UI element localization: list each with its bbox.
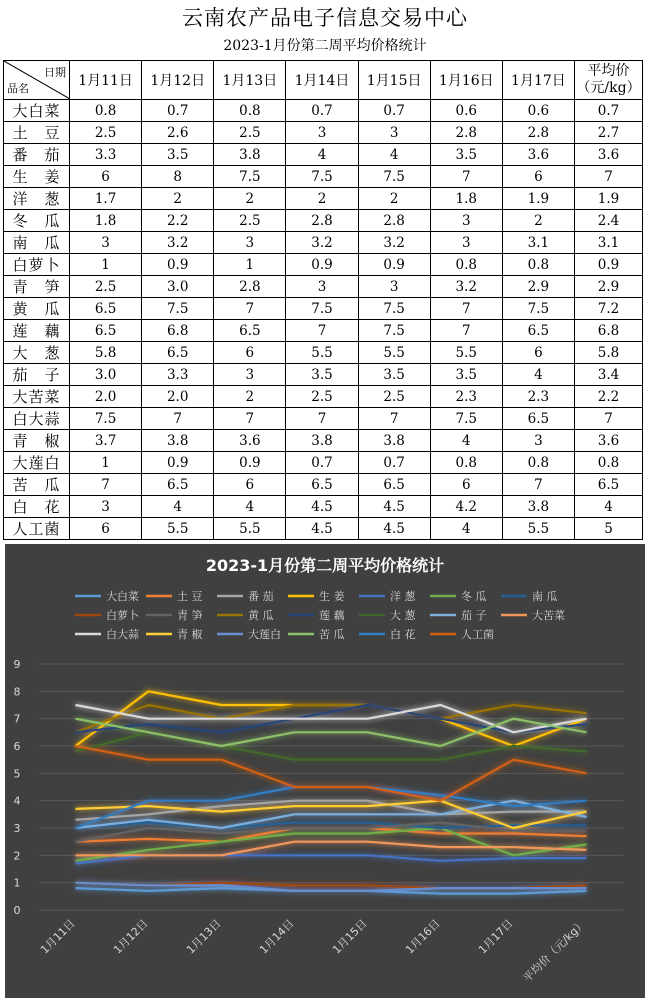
y-tick-label: 0 xyxy=(13,904,21,917)
price-cell: 3 xyxy=(70,496,142,518)
price-cell: 4.5 xyxy=(358,496,430,518)
price-cell: 7.5 xyxy=(430,408,502,430)
price-cell: 8 xyxy=(142,166,214,188)
average-price-cell: 2.7 xyxy=(575,122,643,144)
price-cell: 3.2 xyxy=(142,232,214,254)
price-cell: 7 xyxy=(286,320,358,342)
legend-label: 青 笋 xyxy=(177,609,203,622)
price-cell: 6.5 xyxy=(70,320,142,342)
average-price-cell: 6.8 xyxy=(575,320,643,342)
price-cell: 3.0 xyxy=(70,364,142,386)
x-tick-label: 平均价（元/kg） xyxy=(520,916,589,985)
price-cell: 0.6 xyxy=(502,100,574,122)
x-tick-label: 1月12日 xyxy=(111,916,151,957)
price-cell: 6.5 xyxy=(142,474,214,496)
price-cell: 2.8 xyxy=(358,210,430,232)
average-price-cell: 1.9 xyxy=(575,188,643,210)
price-cell: 6.5 xyxy=(286,474,358,496)
price-cell: 2.9 xyxy=(502,276,574,298)
table-row xyxy=(4,496,643,518)
price-cell: 7.5 xyxy=(358,166,430,188)
price-cell: 2.2 xyxy=(142,210,214,232)
product-name-cell: 白大蒜 xyxy=(4,408,70,430)
price-cell: 0.7 xyxy=(358,100,430,122)
price-cell: 0.9 xyxy=(142,254,214,276)
price-cell: 4 xyxy=(358,144,430,166)
product-name-cell: 白萝卜 xyxy=(4,254,70,276)
price-cell: 4 xyxy=(286,144,358,166)
product-name-cell: 莲 藕 xyxy=(4,320,70,342)
price-cell: 3 xyxy=(430,210,502,232)
price-cell: 2.3 xyxy=(502,386,574,408)
price-cell: 6.5 xyxy=(502,408,574,430)
price-cell: 2.5 xyxy=(70,276,142,298)
legend-label: 大苦菜 xyxy=(532,609,565,622)
price-cell: 5.5 xyxy=(286,342,358,364)
price-cell: 2.6 xyxy=(142,122,214,144)
product-name-cell: 大白菜 xyxy=(4,100,70,122)
table-row xyxy=(4,298,643,320)
legend-label: 土 豆 xyxy=(177,590,203,603)
price-cell: 3.2 xyxy=(286,232,358,254)
price-cell: 7 xyxy=(286,408,358,430)
price-table-header xyxy=(4,61,643,100)
price-cell: 7 xyxy=(142,408,214,430)
product-name-cell: 大 葱 xyxy=(4,342,70,364)
price-cell: 3.8 xyxy=(502,496,574,518)
page-title: 云南农产品电子信息交易中心 xyxy=(182,6,468,30)
legend-label: 大莲白 xyxy=(248,628,281,641)
price-cell: 7.5 xyxy=(70,408,142,430)
price-cell: 7 xyxy=(502,474,574,496)
average-price-cell: 3.6 xyxy=(575,144,643,166)
price-cell: 0.9 xyxy=(358,254,430,276)
product-name-cell: 番 茄 xyxy=(4,144,70,166)
price-cell: 5.8 xyxy=(70,342,142,364)
price-cell: 0.8 xyxy=(502,452,574,474)
table-row xyxy=(4,166,643,188)
y-tick-label: 6 xyxy=(13,740,21,753)
price-cell: 5.5 xyxy=(214,518,286,540)
price-cell: 3 xyxy=(214,364,286,386)
price-cell: 0.7 xyxy=(286,100,358,122)
average-price-cell: 0.9 xyxy=(575,254,643,276)
price-cell: 2 xyxy=(214,188,286,210)
price-cell: 4.5 xyxy=(286,518,358,540)
price-cell: 3.3 xyxy=(142,364,214,386)
average-price-cell: 3.4 xyxy=(575,364,643,386)
price-cell: 3.3 xyxy=(70,144,142,166)
price-cell: 6.5 xyxy=(142,342,214,364)
price-cell: 3 xyxy=(214,232,286,254)
price-cell: 6 xyxy=(430,474,502,496)
price-cell: 7 xyxy=(214,408,286,430)
price-cell: 0.9 xyxy=(286,254,358,276)
table-row xyxy=(4,188,643,210)
legend-label: 洋 葱 xyxy=(390,590,416,603)
price-cell: 0.8 xyxy=(502,254,574,276)
price-cell: 4 xyxy=(502,364,574,386)
table-row xyxy=(4,320,643,342)
table-row xyxy=(4,452,643,474)
price-cell: 3 xyxy=(70,232,142,254)
price-cell: 7.5 xyxy=(502,298,574,320)
price-cell: 3.2 xyxy=(358,232,430,254)
series-line xyxy=(76,855,587,863)
price-cell: 0.9 xyxy=(142,452,214,474)
y-tick-label: 3 xyxy=(13,822,21,835)
price-cell: 3.5 xyxy=(142,144,214,166)
series-line xyxy=(76,801,587,820)
y-tick-label: 5 xyxy=(13,767,21,781)
date-column-header: 1月12日 xyxy=(142,61,214,100)
price-cell: 2 xyxy=(142,188,214,210)
price-cell: 7.5 xyxy=(358,320,430,342)
average-price-cell: 2.9 xyxy=(575,276,643,298)
price-cell: 7 xyxy=(70,474,142,496)
date-axis-label: 日期 xyxy=(44,66,66,79)
average-price-cell: 7 xyxy=(575,166,643,188)
product-name-cell: 土 豆 xyxy=(4,122,70,144)
chart-legend xyxy=(75,589,565,641)
table-row xyxy=(4,408,643,430)
price-cell: 3 xyxy=(430,232,502,254)
price-cell: 2.8 xyxy=(502,122,574,144)
legend-label: 大白菜 xyxy=(106,590,139,603)
product-name-cell: 大莲白 xyxy=(4,452,70,474)
price-cell: 0.7 xyxy=(358,452,430,474)
x-tick-label: 1月17日 xyxy=(476,916,516,957)
legend-label: 番 茄 xyxy=(248,590,274,603)
price-cell: 2.0 xyxy=(70,386,142,408)
corner-header-cell xyxy=(4,61,70,100)
price-cell: 1 xyxy=(70,452,142,474)
price-cell: 6 xyxy=(214,342,286,364)
average-price-cell: 3.6 xyxy=(575,430,643,452)
date-column-header: 1月13日 xyxy=(214,61,286,100)
y-tick-label: 2 xyxy=(13,849,21,863)
price-cell: 2 xyxy=(286,188,358,210)
legend-label: 茄 子 xyxy=(461,609,487,622)
table-row xyxy=(4,364,643,386)
price-cell: 5.5 xyxy=(358,342,430,364)
table-row xyxy=(4,232,643,254)
price-cell: 0.8 xyxy=(430,254,502,276)
product-name-cell: 大苦菜 xyxy=(4,386,70,408)
y-tick-label: 7 xyxy=(13,712,21,726)
x-tick-label: 1月15日 xyxy=(330,916,370,957)
legend-label: 生 姜 xyxy=(319,590,345,603)
price-cell: 0.9 xyxy=(214,452,286,474)
table-row xyxy=(4,474,643,496)
price-cell: 2.5 xyxy=(214,210,286,232)
table-row xyxy=(4,430,643,452)
price-cell: 4 xyxy=(142,496,214,518)
price-cell: 3.5 xyxy=(358,364,430,386)
product-name-cell: 茄 子 xyxy=(4,364,70,386)
page-subtitle: 2023-1月份第二周平均价格统计 xyxy=(223,38,427,54)
price-cell: 3 xyxy=(502,430,574,452)
table-row xyxy=(4,386,643,408)
price-cell: 1.8 xyxy=(430,188,502,210)
average-price-header-line1: 平均价 xyxy=(587,63,630,79)
legend-label: 黄 瓜 xyxy=(248,609,274,622)
price-cell: 6.5 xyxy=(358,474,430,496)
price-cell: 7 xyxy=(214,298,286,320)
price-cell: 2.5 xyxy=(358,386,430,408)
price-cell: 3.5 xyxy=(286,364,358,386)
legend-label: 苦 瓜 xyxy=(319,628,345,641)
table-row xyxy=(4,144,643,166)
price-table xyxy=(3,60,643,540)
average-price-cell: 4 xyxy=(575,496,643,518)
table-row xyxy=(4,254,643,276)
product-name-cell: 苦 瓜 xyxy=(4,474,70,496)
price-cell: 6 xyxy=(70,166,142,188)
price-cell: 7 xyxy=(430,320,502,342)
chart-title: 2023-1月份第二周平均价格统计 xyxy=(205,556,445,575)
product-name-cell: 黄 瓜 xyxy=(4,298,70,320)
legend-label: 人工菌 xyxy=(461,628,494,641)
price-cell: 2.5 xyxy=(286,386,358,408)
price-cell: 2.3 xyxy=(430,386,502,408)
x-tick-label: 1月16日 xyxy=(403,916,443,957)
price-cell: 3 xyxy=(286,276,358,298)
price-cell: 1.9 xyxy=(502,188,574,210)
price-cell: 6 xyxy=(70,518,142,540)
price-cell: 4.5 xyxy=(286,496,358,518)
product-name-cell: 冬 瓜 xyxy=(4,210,70,232)
price-cell: 3.5 xyxy=(430,144,502,166)
price-cell: 2 xyxy=(502,210,574,232)
legend-label: 白 花 xyxy=(390,628,416,641)
price-cell: 2.8 xyxy=(430,122,502,144)
chart-x-axis xyxy=(38,916,589,985)
y-tick-label: 4 xyxy=(13,794,21,808)
price-cell: 3.6 xyxy=(214,430,286,452)
price-cell: 4 xyxy=(430,430,502,452)
price-cell: 6 xyxy=(502,342,574,364)
price-cell: 0.6 xyxy=(430,100,502,122)
chart-canvas xyxy=(5,544,645,998)
table-row xyxy=(4,276,643,298)
price-cell: 4.5 xyxy=(358,518,430,540)
price-cell: 4.2 xyxy=(430,496,502,518)
date-column-header: 1月14日 xyxy=(286,61,358,100)
average-price-cell: 2.2 xyxy=(575,386,643,408)
legend-label: 青 椒 xyxy=(177,628,203,641)
price-cell: 0.8 xyxy=(430,452,502,474)
product-axis-label: 品名 xyxy=(7,82,29,95)
price-cell: 3.8 xyxy=(142,430,214,452)
price-cell: 7 xyxy=(358,408,430,430)
price-cell: 3 xyxy=(286,122,358,144)
legend-label: 莲 藕 xyxy=(319,609,345,622)
price-cell: 7.5 xyxy=(358,298,430,320)
product-name-cell: 青 笋 xyxy=(4,276,70,298)
price-cell: 7.5 xyxy=(214,166,286,188)
price-cell: 1 xyxy=(70,254,142,276)
chart-y-axis xyxy=(14,658,21,917)
price-cell: 6.5 xyxy=(214,320,286,342)
price-cell: 6.5 xyxy=(70,298,142,320)
price-cell: 7.5 xyxy=(286,298,358,320)
price-cell: 3.8 xyxy=(358,430,430,452)
price-cell: 6 xyxy=(502,166,574,188)
date-column-header: 1月15日 xyxy=(358,61,430,100)
price-cell: 2.5 xyxy=(214,122,286,144)
date-column-header: 1月17日 xyxy=(502,61,574,100)
y-tick-label: 8 xyxy=(13,685,21,699)
price-cell: 2 xyxy=(358,188,430,210)
legend-label: 白萝卜 xyxy=(106,609,139,622)
average-price-header xyxy=(575,61,643,100)
product-name-cell: 洋 葱 xyxy=(4,188,70,210)
legend-label: 白大蒜 xyxy=(106,628,139,641)
average-price-cell: 7.2 xyxy=(575,298,643,320)
average-price-cell: 2.4 xyxy=(575,210,643,232)
y-tick-label: 1 xyxy=(13,876,21,890)
date-column-header: 1月11日 xyxy=(70,61,142,100)
average-price-cell: 3.1 xyxy=(575,232,643,254)
price-cell: 0.7 xyxy=(142,100,214,122)
x-tick-label: 1月13日 xyxy=(184,916,224,957)
price-cell: 2.8 xyxy=(286,210,358,232)
average-price-cell: 5.8 xyxy=(575,342,643,364)
table-row xyxy=(4,518,643,540)
price-cell: 1 xyxy=(214,254,286,276)
price-cell: 7.5 xyxy=(286,166,358,188)
price-cell: 5.5 xyxy=(142,518,214,540)
price-cell: 2 xyxy=(214,386,286,408)
price-cell: 3.8 xyxy=(214,144,286,166)
average-price-cell: 7 xyxy=(575,408,643,430)
table-row xyxy=(4,100,643,122)
table-row xyxy=(4,210,643,232)
price-cell: 0.7 xyxy=(286,452,358,474)
price-cell: 3 xyxy=(358,276,430,298)
price-table-body xyxy=(4,100,643,540)
price-cell: 4 xyxy=(214,496,286,518)
table-row xyxy=(4,122,643,144)
average-price-cell: 0.7 xyxy=(575,100,643,122)
x-tick-label: 1月11日 xyxy=(38,916,78,957)
price-cell: 6.8 xyxy=(142,320,214,342)
legend-label: 冬 瓜 xyxy=(461,590,487,603)
x-tick-label: 1月14日 xyxy=(257,916,297,957)
legend-label: 大 葱 xyxy=(390,609,416,622)
average-price-header-line2: （元/kg） xyxy=(576,80,641,96)
price-cell: 3.7 xyxy=(70,430,142,452)
chart-series-lines xyxy=(76,691,587,893)
price-cell: 1.7 xyxy=(70,188,142,210)
price-cell: 6 xyxy=(214,474,286,496)
price-cell: 5.5 xyxy=(430,342,502,364)
product-name-cell: 白 花 xyxy=(4,496,70,518)
price-cell: 2.0 xyxy=(142,386,214,408)
average-price-cell: 6.5 xyxy=(575,474,643,496)
price-cell: 3.1 xyxy=(502,232,574,254)
product-name-cell: 南 瓜 xyxy=(4,232,70,254)
price-cell: 7 xyxy=(430,298,502,320)
average-price-cell: 0.8 xyxy=(575,452,643,474)
price-cell: 3.2 xyxy=(430,276,502,298)
price-cell: 6.5 xyxy=(502,320,574,342)
product-name-cell: 人工菌 xyxy=(4,518,70,540)
price-cell: 3.5 xyxy=(430,364,502,386)
price-line-chart xyxy=(5,544,645,998)
price-cell: 7 xyxy=(430,166,502,188)
price-cell: 0.8 xyxy=(70,100,142,122)
product-name-cell: 生 姜 xyxy=(4,166,70,188)
y-tick-label: 9 xyxy=(13,658,21,671)
date-column-header: 1月16日 xyxy=(430,61,502,100)
product-name-cell: 青 椒 xyxy=(4,430,70,452)
average-price-cell: 5 xyxy=(575,518,643,540)
price-cell: 1.8 xyxy=(70,210,142,232)
price-cell: 3.8 xyxy=(286,430,358,452)
table-row xyxy=(4,342,643,364)
price-cell: 3 xyxy=(358,122,430,144)
price-cell: 4 xyxy=(430,518,502,540)
price-cell: 3.6 xyxy=(502,144,574,166)
price-cell: 5.5 xyxy=(502,518,574,540)
price-cell: 2.8 xyxy=(214,276,286,298)
legend-label: 南 瓜 xyxy=(532,590,558,603)
price-cell: 0.8 xyxy=(214,100,286,122)
price-cell: 7.5 xyxy=(142,298,214,320)
price-cell: 2.5 xyxy=(70,122,142,144)
price-cell: 3.0 xyxy=(142,276,214,298)
